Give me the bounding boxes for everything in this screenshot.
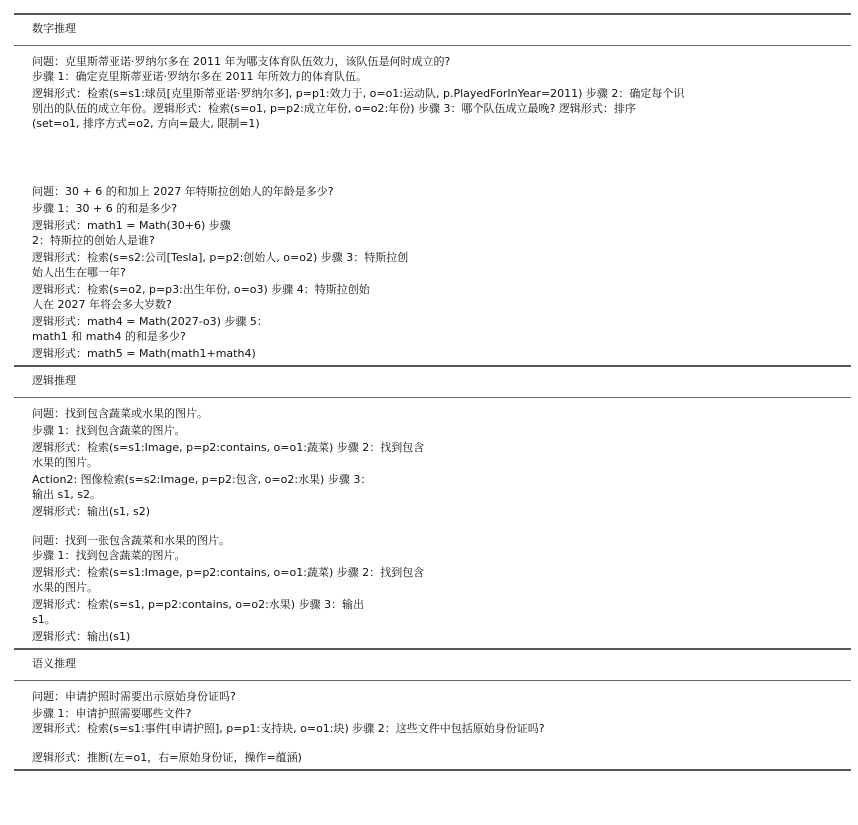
spacer: [32, 131, 851, 184]
text-line: Action2: 图像检索(s=s2:Image, p=p2:包含, o=o2:水果) 步骤 3：: [32, 473, 372, 486]
section-title-numeric-reasoning: 数字推理: [32, 22, 76, 35]
text-line: 步骤 1：找到包含蔬菜的图片。: [32, 424, 186, 437]
text-line: 逻辑形式：math4 = Math(2027-o3) 步骤 5：: [32, 315, 268, 328]
text-line: 水果的图片。: [32, 456, 98, 469]
text-line: 问题：克里斯蒂亚诺·罗纳尔多在 2011 年为哪支体育队伍效力，该队伍是何时成立的?: [32, 55, 451, 68]
section-body-semantic-reasoning: [14, 681, 851, 769]
section-title-semantic-reasoning: 语义推理: [32, 657, 76, 670]
text-line: 始人出生在哪一年?: [32, 266, 126, 279]
text-line: 逻辑形式：检索(s=s2:公司[Tesla], p=p2:创始人, o=o2) 步骤 3：特斯拉创: [32, 251, 409, 264]
example-block: [32, 184, 851, 361]
text-line: (set=o1, 排序方式=o2, 方向=最大, 限制=1): [32, 117, 260, 130]
section-title-logical-reasoning: 逻辑推理: [32, 374, 76, 387]
section-body-logical-reasoning: [14, 398, 851, 648]
text-line: 步骤 1：申请护照需要哪些文件?: [32, 707, 192, 720]
text-line: 水果的图片。: [32, 581, 98, 594]
text-line: 逻辑形式：输出(s1, s2): [32, 505, 151, 518]
text-line: 别出的队伍的成立年份。逻辑形式：检索(s=o1, p=p2:成立年份, o=o2:年份) 步骤 3：哪个队伍成立最晚? 逻辑形式：排序: [32, 102, 636, 115]
text-line: math1 和 math4 的和是多少?: [32, 330, 186, 343]
text-line: 逻辑形式：检索(s=s1:球员[克里斯蒂亚诺·罗纳尔多], p=p1:效力于, o=o1:运动队, p.PlayedForInYear=2011) 步骤 2：确定每个识: [32, 87, 685, 100]
text-line: 逻辑形式：输出(s1): [32, 630, 131, 643]
text-line: 逻辑形式：检索(s=s1:Image, p=p2:contains, o=o1:蔬菜) 步骤 2：找到包含: [32, 566, 425, 579]
text-line: 问题：找到一张包含蔬菜和水果的图片。: [32, 534, 230, 547]
text-line: 步骤 1：30 + 6 的和是多少?: [32, 202, 178, 215]
example-block: [32, 406, 851, 519]
text-line: 逻辑形式：检索(s=s1:事件[申请护照], p=p1:支持块, o=o1:块) 步骤 2：这些文件中包括原始身份证吗?: [32, 722, 545, 735]
text-line: 人在 2027 年将会多大岁数?: [32, 298, 172, 311]
bottom-rule: [14, 769, 851, 771]
text-line: 问题：找到包含蔬菜或水果的图片。: [32, 407, 208, 420]
example-block: [32, 54, 851, 131]
spacer: [32, 736, 851, 750]
reasoning-examples-table: [14, 13, 851, 771]
text-line: 逻辑形式：检索(s=s1, p=p2:contains, o=o2:水果) 步骤 3：输出: [32, 598, 365, 611]
text-line: 2：特斯拉的创始人是谁?: [32, 234, 155, 247]
text-line: 逻辑形式：检索(s=o2, p=p3:出生年份, o=o3) 步骤 4：特斯拉创始: [32, 283, 370, 296]
section-body-numeric-reasoning: [14, 46, 851, 365]
text-line: 逻辑形式：检索(s=s1:Image, p=p2:contains, o=o1:蔬菜) 步骤 2：找到包含: [32, 441, 425, 454]
text-line: 步骤 1：找到包含蔬菜的图片。: [32, 549, 186, 562]
spacer: [32, 519, 851, 533]
example-block: [32, 533, 851, 644]
example-block: [32, 689, 851, 736]
text-line: 逻辑形式：推断(左=o1，右=原始身份证，操作=蕴涵): [32, 751, 302, 764]
text-line: 步骤 1：确定克里斯蒂亚诺·罗纳尔多在 2011 年所效力的体育队伍。: [32, 70, 367, 83]
text-line: 逻辑形式：math5 = Math(math1+math4): [32, 347, 256, 360]
text-line: 问题：申请护照时需要出示原始身份证吗?: [32, 690, 236, 703]
text-line: 输出 s1, s2。: [32, 488, 101, 501]
example-block: [32, 750, 851, 765]
text-line: s1。: [32, 613, 56, 626]
text-line: 逻辑形式：math1 = Math(30+6) 步骤: [32, 219, 231, 232]
text-line: 问题：30 + 6 的和加上 2027 年特斯拉创始人的年龄是多少?: [32, 185, 334, 198]
